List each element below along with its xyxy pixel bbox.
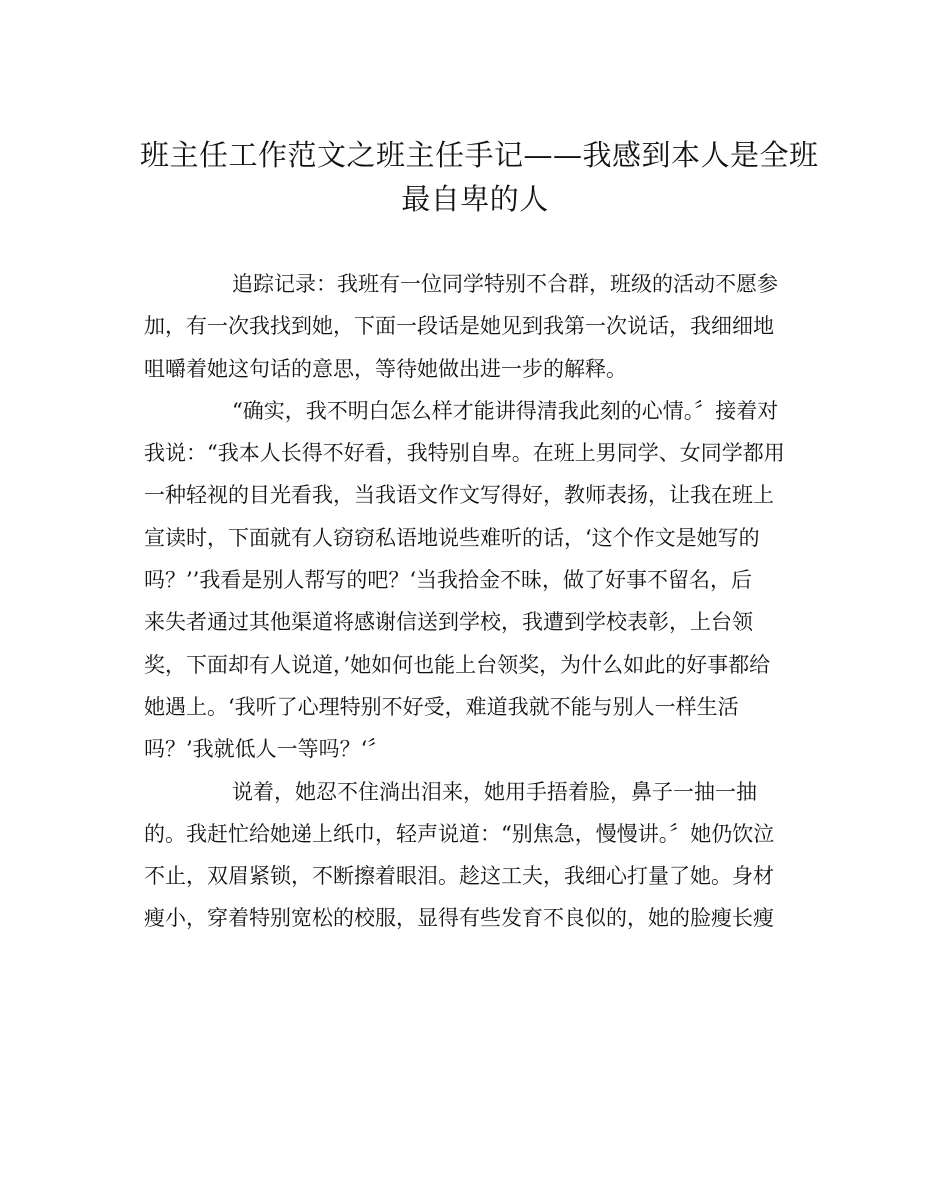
body-line-10: 奖，下面却有人说道，’她如何也能上台领奖，为什么如此的好事都给 [144,652,771,677]
body-line-3: 咀嚼着她这句话的意思，等待她做出进一步的解释。 [144,356,627,381]
body-line-6: 一种轻视的目光看我，当我语文作文写得好，教师表扬，让我在班上 [144,483,774,508]
body-line-1: 追踪记录：我班有一位同学特别不合群，班级的活动不愿参 [232,272,778,296]
body-line-8: 吗？’’我看是别人帮写的吧？‘当我拾金不昧，做了好事不留名，后 [144,568,753,593]
document-title [140,133,819,221]
body-line-5: 我说：“我本人长得不好看，我特别自卑。在班上男同学、女同学都用 [144,441,785,466]
body-line-13: 说着，她忍不住淌出泪来，她用手捂着脸，鼻子一抽一抽 [232,779,757,804]
body-line-12: 吗？’我就低人一等吗？‘〞 [144,737,389,762]
body-line-11: 她遇上。‘我听了心理特别不好受，难道我就不能与别人一样生活 [144,694,739,719]
title-line-1: 班主任工作范文之班主任手记——我感到本人是全班 [140,138,819,172]
body-line-16: 瘦小，穿着特别宽松的校服，显得有些发育不良似的，她的脸瘦长瘦 [144,906,774,931]
body-line-7: 宣读时，下面就有人窃窃私语地说些难听的话，‘这个作文是她写的 [144,525,760,550]
body-line-14: 的。我赶忙给她递上纸巾，轻声说道：“别焦急，慢慢讲。〞她仍饮泣 [144,821,775,846]
body-line-2: 加，有一次我找到她，下面一段话是她见到我第一次说话，我细细地 [144,314,774,339]
document-body [144,263,809,940]
title-line-2: 最自卑的人 [401,182,549,216]
body-line-15: 不止，双眉紧锁，不断擦着眼泪。趁这工夫，我细心打量了她。身材 [144,864,774,889]
body-line-9: 来失者通过其他渠道将感谢信送到学校，我遭到学校表彰，上台领 [144,610,753,635]
body-line-4: “确实，我不明白怎么样才能讲得清我此刻的心情。〞接着对 [232,398,779,423]
